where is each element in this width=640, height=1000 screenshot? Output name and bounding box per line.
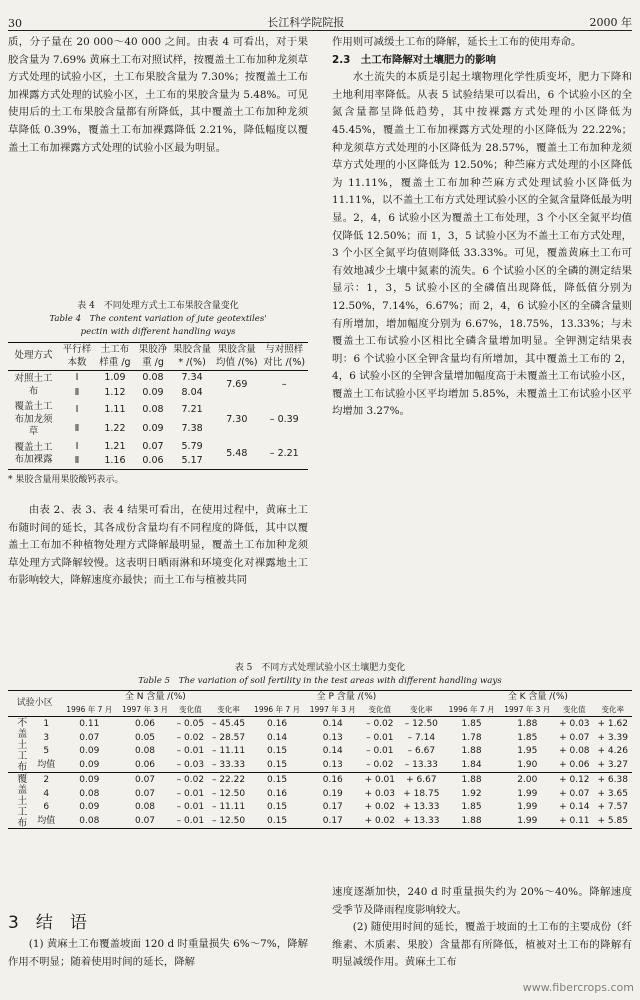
t5-cell: 1.99 [517, 788, 538, 799]
t4-cell: 0.07 [142, 440, 164, 452]
t5-cell: – 0.01 [366, 746, 394, 757]
t5-cell: – 7.14 [407, 732, 436, 743]
t5-subheader: 变化值 [563, 704, 586, 714]
t5-cell: + 0.11 [559, 815, 590, 826]
t4-cell: Ⅰ [75, 440, 79, 452]
t5-cell: + 3.65 [597, 788, 628, 799]
table-5-caption-en: Table 5 The variation of soil fertility in the test areas with different handling ways [138, 676, 502, 686]
t4-cell: 7.69 [226, 379, 248, 391]
table-5-grid [8, 690, 632, 829]
t5-cell: 0.16 [267, 718, 288, 729]
t5-cell: 0.09 [79, 746, 100, 757]
t5-cell: + 4.26 [597, 746, 628, 757]
t5-cell: + 0.08 [559, 746, 590, 757]
t5-cell: 1 [43, 718, 50, 729]
t5-cell: – 0.01 [176, 788, 205, 799]
t5-cell: 0.08 [79, 788, 100, 799]
t4-cell: Ⅰ [75, 372, 79, 383]
t5-cell: – 0.01 [366, 732, 394, 743]
t4-cell: 5.48 [226, 447, 248, 459]
header-rule [8, 30, 632, 31]
t5-cell: 0.15 [267, 815, 288, 826]
t5-cell: – 13.33 [404, 759, 438, 770]
t4-cell: 1.11 [104, 403, 126, 415]
t5-subheader: 1997 年 3 月 [504, 704, 551, 714]
t5-subheader: 1997 年 3 月 [309, 704, 356, 714]
t5-cell: + 3.39 [597, 732, 628, 743]
table-row [8, 801, 632, 815]
t5-cell: 5 [43, 746, 50, 757]
t4-cell: Ⅰ [75, 403, 79, 415]
t5-cell: 0.13 [322, 732, 343, 743]
t5-cell: 0.08 [134, 746, 156, 757]
t5-cell: – 0.05 [176, 718, 205, 729]
t5-cell: + 0.07 [559, 788, 590, 799]
left-paragraph-3: (1) 黄麻土工布覆盖坡面 120 d 时重量损失 6%～7%，降解作用不明显；随着使用时间的延长，降解 [8, 938, 308, 968]
t4-cell: 5.17 [181, 455, 203, 466]
t5-cell: 4 [43, 788, 50, 799]
t5-cell: – 12.50 [404, 718, 438, 729]
t5-cell: 0.07 [79, 732, 100, 743]
t5-cell: – 0.02 [366, 759, 394, 770]
table-row [8, 814, 632, 828]
t5-subheader: 变化率 [601, 704, 624, 714]
t4-cell: 7.34 [181, 372, 203, 383]
t4-header: 平行样本数 [62, 344, 92, 368]
table-4-caption-cn: 表 4 不同处理方式土工布果胶含量变化 [77, 301, 239, 311]
t5-cell: – 0.02 [176, 732, 205, 743]
t5-cell: 0.19 [322, 788, 343, 799]
t4-cell: 7.21 [181, 403, 203, 415]
t5-cell: 0.09 [79, 774, 100, 785]
t5-cell: – 0.02 [366, 718, 394, 729]
left-column-lower [8, 502, 308, 590]
left-paragraph-1: 质，分子量在 20 000～40 000 之间。由表 4 可看出，对于果胶含量为 7.69% 黄麻土工布对照试样，按覆盖土工布加种龙须草方式处理的试验小区，土工布果胶含量为 7.30%；按覆盖土工布加裸露方式处理的试验小区，土工布的果胶含量为 5.48%。可见使用后的土工布果胶含量都有所降低，其中覆盖土工布加种龙须草降低 0.39%，覆盖土工布加裸露降低 2.21%，降低幅度以覆盖土工布加裸露方式处理的试验小区最为明显。 [8, 36, 308, 154]
t5-cell: 0.07 [134, 774, 156, 785]
t5-cell: + 6.38 [597, 774, 628, 785]
t4-cell: 1.21 [104, 440, 126, 452]
t5-cell: 1.99 [517, 815, 538, 826]
t5-subheader: 1996 年 7 月 [254, 704, 301, 714]
table-row [8, 371, 308, 386]
t5-subheader: 变化值 [368, 704, 392, 714]
t5-cell: 0.11 [79, 718, 100, 729]
t5-cell: 0.07 [134, 788, 156, 799]
t4-group: 覆盖土工布加龙须草 [14, 401, 53, 437]
left-column [8, 34, 308, 157]
t5-cell: 0.16 [267, 788, 288, 799]
t5-cell: 0.06 [134, 759, 156, 770]
t5-cell: – 45.45 [211, 718, 246, 729]
t5-cell: 1.84 [461, 759, 482, 770]
t5-cell: – 6.67 [407, 746, 436, 757]
watermark: www.fibercrops.com [522, 981, 634, 994]
t5-cell: + 0.12 [559, 774, 590, 785]
t4-header: 处理方式 [14, 350, 53, 362]
right-paragraph-3: 速度逐渐加快，240 d 时重量损失约为 20%～40%。降解速度受季节及降雨程度影响较大。 [332, 886, 632, 916]
t5-subheader: 变化率 [217, 704, 240, 714]
t5-cell: 0.06 [134, 718, 156, 729]
t5-cell: 0.15 [267, 759, 288, 770]
table-5 [8, 662, 632, 829]
t5-cell: + 5.85 [597, 815, 628, 826]
t5-cell: 0.14 [322, 718, 343, 729]
table-row [8, 400, 308, 420]
t4-cell: 7.38 [181, 423, 203, 435]
t5-cell: – 0.03 [176, 759, 205, 770]
t5-group-covered: 覆盖土工布 [14, 773, 26, 829]
t4-cell: 5.79 [181, 440, 203, 452]
t5-cell: + 0.14 [559, 802, 590, 813]
t5-cell: 0.09 [79, 802, 100, 813]
table-4-note: * 果胶含量用果胶酸钙表示。 [8, 474, 124, 485]
t5-cell: + 0.01 [364, 774, 396, 785]
t4-cell: Ⅱ [74, 455, 80, 466]
t5-cell: 0.15 [267, 774, 288, 785]
t5-cell: 0.16 [322, 774, 343, 785]
t5-cell: + 1.62 [597, 718, 628, 729]
t5-subheader: 1996 年 7 月 [448, 704, 495, 714]
page-number: 30 [8, 17, 22, 30]
t5-cell: – 22.22 [211, 774, 246, 785]
t5-cell: 0.17 [322, 802, 343, 813]
t5-cell: – 28.57 [211, 732, 246, 743]
t5-cell: 0.07 [134, 815, 156, 826]
t5-subheader: 变化率 [410, 704, 433, 714]
t4-group: 覆盖土工布加裸露 [14, 441, 53, 465]
t5-subheader: 变化值 [179, 704, 202, 714]
t5-header-k: 全 K 含量 /(%) [507, 692, 568, 702]
table-row [8, 717, 632, 731]
section-3-title: 3 结 语 [8, 913, 87, 933]
t5-cell: 1.90 [517, 759, 538, 770]
t5-subheader: 1996 年 7 月 [66, 704, 113, 714]
table-row [8, 731, 632, 745]
t4-cell: Ⅱ [74, 423, 80, 435]
table-4 [8, 300, 308, 485]
right-paragraph-2: 水土流失的本质是引起土壤物理化学性质变坏，肥力下降和土地利用率降低。从表 5 试验结果可以看出，6 个试验小区的全氮含量都呈降低趋势，其中按裸露方式处理的小区降低为 45.45%，覆盖土工布加裸露方式处理的小区降低为 22.22%；种龙须草方式处理的小区降低为 28.57%，覆盖土工布加种龙须草方式处理的小区降低为 12.50%；种苎麻方式处理的小区降低为 11.11%，覆盖土工布加种苎麻方式处理试验小区降低为 11.11%，以不盖土工布方式处理试验小区的全氮含量降低最为明显。2，4，6 试验小区为覆盖土工布处理，3 个小区全氮平均值仅降低 12.50%；而 1，3，5 试验小区为不盖土工布方式处理，3 个小区全氮平均值则降低 33.33%。可见，覆盖黄麻土工布可有效地减少土壤中氮素的流失。6 个试验小区的全磷的测定结果显示：1，3，5 试验小区的全磷值出现降低，降低值分别为 12.50%，7.14%，6.67%；而 2，4，6 试验小区的全磷含量则有所增加，增加幅度分别为 6.67%，18.75%，13.33%；与未覆盖土工布试验小区相比全磷含量增加明显。全钾测定结果表明：6 个试验小区全钾含量均有所增加，其中覆盖土工布的 2，4，6 试验小区的全钾含量增加幅度高于未覆盖土工布试验小区，覆盖土工布试验小区平均增加 5.85%，未覆盖土工布试验小区平均增加 3.27%。 [332, 71, 632, 418]
t4-cell: 0.09 [142, 386, 164, 398]
t5-cell: 0.14 [267, 732, 288, 743]
t5-cell: 1.99 [517, 802, 538, 813]
t4-cell: 0.06 [142, 455, 164, 466]
t5-cell: + 0.02 [364, 815, 396, 826]
t4-header: 果胶含量* /(%) [173, 344, 212, 368]
t5-cell: 1.88 [517, 718, 538, 729]
t5-cell: – 12.50 [211, 815, 246, 826]
t5-cell: – 33.33 [211, 759, 246, 770]
right-paragraph-4: (2) 随使用时间的延长，覆盖于坡面的土工布的主要成份（纤维素、木质素、果胶）含量都有所降低，植被对土工布的降解有明显减缓作用。黄麻土工布 [332, 921, 632, 969]
t5-cell: 0.13 [322, 759, 343, 770]
t4-cell: Ⅱ [74, 386, 80, 398]
t4-cell: 0.08 [142, 403, 164, 415]
t5-cell: 1.78 [461, 732, 482, 743]
t5-cell: – 0.02 [176, 774, 205, 785]
page-header [8, 8, 632, 30]
t5-cell: 0.17 [322, 815, 343, 826]
t4-header: 果胶净重 /g [138, 344, 168, 368]
left-column-bottom [8, 936, 308, 971]
t5-cell: + 0.06 [559, 759, 590, 770]
t5-cell: + 0.02 [364, 802, 396, 813]
t5-cell: 0.08 [79, 815, 100, 826]
t5-cell: + 3.27 [597, 759, 628, 770]
t5-cell: 0.09 [79, 759, 100, 770]
t5-cell: 1.88 [461, 815, 482, 826]
table-5-body [8, 717, 632, 829]
t4-header: 果胶含量均值 /(%) [215, 344, 258, 368]
t5-cell: + 0.03 [559, 718, 590, 729]
t5-cell: + 6.67 [406, 774, 437, 785]
t4-cell: – 2.21 [269, 447, 299, 459]
t4-cell: 0.09 [142, 423, 164, 435]
t4-cell: 1.12 [104, 386, 126, 398]
t5-cell: – 0.01 [176, 815, 205, 826]
t5-cell: 1.88 [461, 746, 482, 757]
t5-subheader: 1997 年 3 月 [122, 704, 169, 714]
table-5-caption-cn: 表 5 不同方式处理试验小区土壤肥力变化 [234, 663, 406, 673]
t5-cell: – 11.11 [211, 746, 246, 757]
t5-header-area: 试验小区 [16, 698, 53, 709]
t5-cell: + 0.07 [559, 732, 590, 743]
t4-cell: 1.16 [104, 455, 126, 466]
table-row [8, 745, 632, 759]
t5-cell: 3 [43, 732, 50, 743]
t4-cell: 1.09 [104, 372, 126, 383]
t5-cell: – 0.01 [176, 746, 205, 757]
t5-cell: – 12.50 [211, 788, 246, 799]
t5-cell: 1.92 [461, 788, 482, 799]
t4-cell: 8.04 [181, 386, 203, 398]
t4-cell: – 0.39 [269, 413, 299, 425]
t5-cell: + 13.33 [403, 815, 440, 826]
t4-cell: 7.30 [226, 413, 248, 425]
t5-cell: 均值 [37, 815, 56, 826]
t5-cell: + 13.33 [403, 802, 440, 813]
t5-cell: 2.00 [517, 774, 538, 785]
right-column-bottom [332, 884, 632, 972]
table-row [8, 773, 632, 787]
journal-year: 2000 年 [589, 16, 632, 29]
t5-group-uncovered: 不盖土工布 [14, 717, 26, 773]
right-column [332, 34, 632, 421]
t5-cell: 均值 [37, 759, 56, 770]
t5-header-p: 全 P 含量 /(%) [316, 692, 377, 702]
table-row [8, 787, 632, 801]
t5-cell: + 0.03 [364, 788, 396, 799]
table-4-grid [8, 342, 308, 470]
t5-cell: 1.85 [461, 718, 482, 729]
t5-cell: 1.85 [517, 732, 538, 743]
left-paragraph-2: 由表 2、表 3、表 4 结果可看出，在使用过程中，黄麻土工布随时间的延长，其各成份含量均有不同程度的降低，其中以覆盖土工布加不种植物处理方式降解最明显，覆盖土工布加种龙须草处理方式降解较慢。这表明日晒雨淋和环境变化对裸露地土工布影响较大，降解速度亦最快；而土工布与植被共同 [8, 504, 308, 587]
t5-cell: 0.15 [267, 802, 288, 813]
t5-cell: – 11.11 [211, 802, 246, 813]
t5-cell: 6 [43, 802, 50, 813]
table-4-caption-en-2: pectin with different handling ways [80, 327, 236, 337]
t5-cell: 1.88 [461, 774, 482, 785]
t4-cell: 1.22 [104, 423, 126, 435]
table-row [8, 440, 308, 455]
t5-cell: 0.05 [134, 732, 156, 743]
t4-group: 对照土工布 [14, 373, 53, 397]
table-row [8, 758, 632, 772]
t5-cell: 1.85 [461, 802, 482, 813]
table-4-caption-en-1: Table 4 The content variation of jute geotextiles' [49, 314, 267, 324]
t5-header-n: 全 N 含量 /(%) [124, 692, 186, 702]
t4-header: 土工布样重 /g [99, 344, 131, 368]
t4-cell: – [281, 379, 287, 391]
t5-cell: 0.08 [134, 802, 156, 813]
t5-cell: + 7.57 [597, 802, 628, 813]
t5-cell: 0.15 [267, 746, 288, 757]
t4-header: 与对照样对比 /(%) [263, 344, 306, 368]
t5-cell: 0.14 [322, 746, 343, 757]
right-paragraph-1: 作用则可减缓土工布的降解，延长土工布的使用寿命。 [332, 36, 582, 48]
journal-name: 长江科学院院报 [267, 16, 345, 29]
t5-cell: – 0.01 [176, 802, 205, 813]
section-heading-2-3: 2.3 土工布降解对土壤肥力的影响 [332, 53, 496, 66]
t5-cell: 1.95 [517, 746, 538, 757]
t4-cell: 0.08 [142, 372, 164, 383]
t5-cell: 2 [43, 774, 50, 785]
t5-cell: + 18.75 [403, 788, 440, 799]
